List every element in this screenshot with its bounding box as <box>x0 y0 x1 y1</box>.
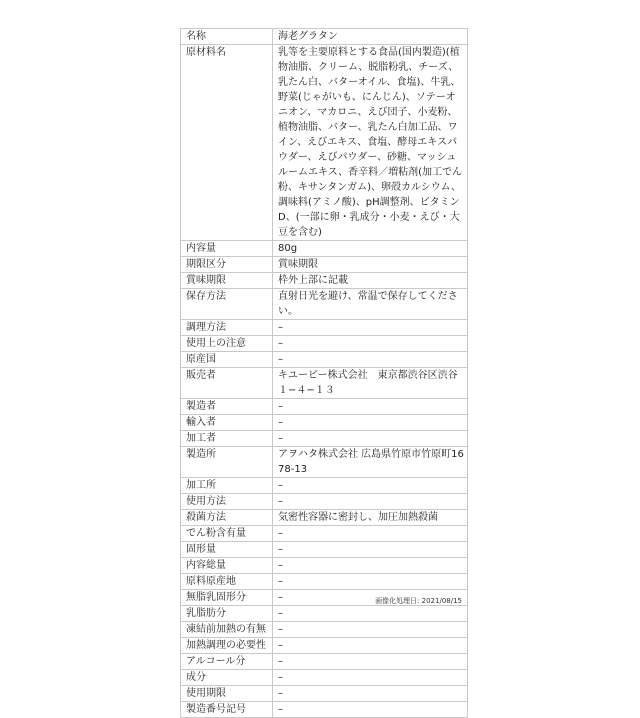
row-label: 期限区分 <box>181 257 273 273</box>
row-value: – <box>273 558 468 574</box>
table-row-solid-content <box>181 542 468 558</box>
row-value: – <box>273 320 468 336</box>
table-row-usage-caution <box>181 336 468 352</box>
row-value: – <box>273 399 468 415</box>
table-row-expiry-type <box>181 257 468 273</box>
table-row-factory <box>181 447 468 478</box>
table-row-how-to-use <box>181 494 468 510</box>
row-label: 原料原産地 <box>181 574 273 590</box>
row-label: 乳脂肪分 <box>181 606 273 622</box>
table-row-country-of-origin <box>181 352 468 368</box>
table-row-processing-plant <box>181 478 468 494</box>
table-row-storage-method <box>181 289 468 320</box>
table-row-net-content <box>181 241 468 257</box>
row-value: – <box>273 654 468 670</box>
table-row-best-before <box>181 273 468 289</box>
row-label: 販売者 <box>181 368 273 399</box>
table-row-importer <box>181 415 468 431</box>
row-value: 枠外上部に記載 <box>273 273 468 289</box>
row-label: 原材料名 <box>181 45 273 241</box>
table-row-heated-before-freezing <box>181 622 468 638</box>
row-value: – <box>273 574 468 590</box>
row-label: 原産国 <box>181 352 273 368</box>
row-label: 内容量 <box>181 241 273 257</box>
row-value: キユーピー株式会社 東京都渋谷区渋谷１−４−１３ <box>273 368 468 399</box>
table-row-starch-content <box>181 526 468 542</box>
row-value: 海老グラタン <box>273 29 468 45</box>
row-value: – <box>273 494 468 510</box>
row-value: 80g <box>273 241 468 257</box>
row-label: 使用期限 <box>181 686 273 702</box>
row-value: – <box>273 606 468 622</box>
row-value: 賞味期限 <box>273 257 468 273</box>
table-row-cooking-method <box>181 320 468 336</box>
row-label: 成分 <box>181 670 273 686</box>
row-label: 加工所 <box>181 478 273 494</box>
table-row-alcohol-content <box>181 654 468 670</box>
row-value: 直射日光を避け、常温で保存してください。 <box>273 289 468 320</box>
row-label: 調理方法 <box>181 320 273 336</box>
row-label: 加熱調理の必要性 <box>181 638 273 654</box>
row-label: 内容総量 <box>181 558 273 574</box>
row-label: アルコール分 <box>181 654 273 670</box>
table-row-ingredient-origin <box>181 574 468 590</box>
row-label: 使用方法 <box>181 494 273 510</box>
table-row-name <box>181 29 468 45</box>
table-row-manufacturer <box>181 399 468 415</box>
table-row-lot-number <box>181 702 468 718</box>
row-label: 製造所 <box>181 447 273 478</box>
row-value: – <box>273 638 468 654</box>
row-label: 製造者 <box>181 399 273 415</box>
table-row-ingredients <box>181 45 468 241</box>
row-value: – <box>273 352 468 368</box>
table-row-use-by-date <box>181 686 468 702</box>
row-value: – <box>273 702 468 718</box>
row-value: – <box>273 431 468 447</box>
table-row-milk-fat <box>181 606 468 622</box>
table-row-processor <box>181 431 468 447</box>
table-row-sterilization-method <box>181 510 468 526</box>
row-value: – <box>273 336 468 352</box>
row-value: – <box>273 590 468 606</box>
row-label: 名称 <box>181 29 273 45</box>
row-value: – <box>273 686 468 702</box>
row-value: – <box>273 622 468 638</box>
product-label-table <box>180 28 468 718</box>
table-row-seller <box>181 368 468 399</box>
row-value: – <box>273 526 468 542</box>
row-value: 気密性容器に密封し、加圧加熱殺菌 <box>273 510 468 526</box>
row-label: 賞味期限 <box>181 273 273 289</box>
row-value: – <box>273 542 468 558</box>
row-value: – <box>273 670 468 686</box>
row-value: 乳等を主要原料とする食品(国内製造)(植物油脂、クリーム、脱脂粉乳、チーズ、乳たん白、バターオイル、食塩)、牛乳、野菜(じゃがいも、にんじん)、ソテーオニオン、マカロニ、えび団子、小麦粉、植物油脂、バター、乳たん白加工品、ワイン、えびエキス、食塩、酵母エキスパウダー、えびパウダー、砂糖、マッシュルームエキス、香辛料／増粘剤(加工でん粉、キサンタンガム)、卵殻カルシウム、調味料(アミノ酸)、pH調整剤、ビタミンD、(一部に卵・乳成分・小麦・えび・大豆を含む) <box>273 45 468 241</box>
row-label: 使用上の注意 <box>181 336 273 352</box>
row-label: 製造番号記号 <box>181 702 273 718</box>
table-row-cooking-required <box>181 638 468 654</box>
table-row-total-content <box>181 558 468 574</box>
row-label: 殺菌方法 <box>181 510 273 526</box>
table-row-components <box>181 670 468 686</box>
row-label: 加工者 <box>181 431 273 447</box>
row-value: – <box>273 478 468 494</box>
row-label: 凍結前加熱の有無 <box>181 622 273 638</box>
row-value: – <box>273 415 468 431</box>
row-value: アヲハタ株式会社 広島県竹原市竹原町1678-13 <box>273 447 468 478</box>
row-label: 輸入者 <box>181 415 273 431</box>
product-label-table-body <box>181 29 468 718</box>
row-label: 固形量 <box>181 542 273 558</box>
row-label: 無脂乳固形分 <box>181 590 273 606</box>
row-label: でん粉含有量 <box>181 526 273 542</box>
row-label: 保存方法 <box>181 289 273 320</box>
image-processing-date-note: 画像化処理日: 2021/08/15 <box>375 597 462 605</box>
